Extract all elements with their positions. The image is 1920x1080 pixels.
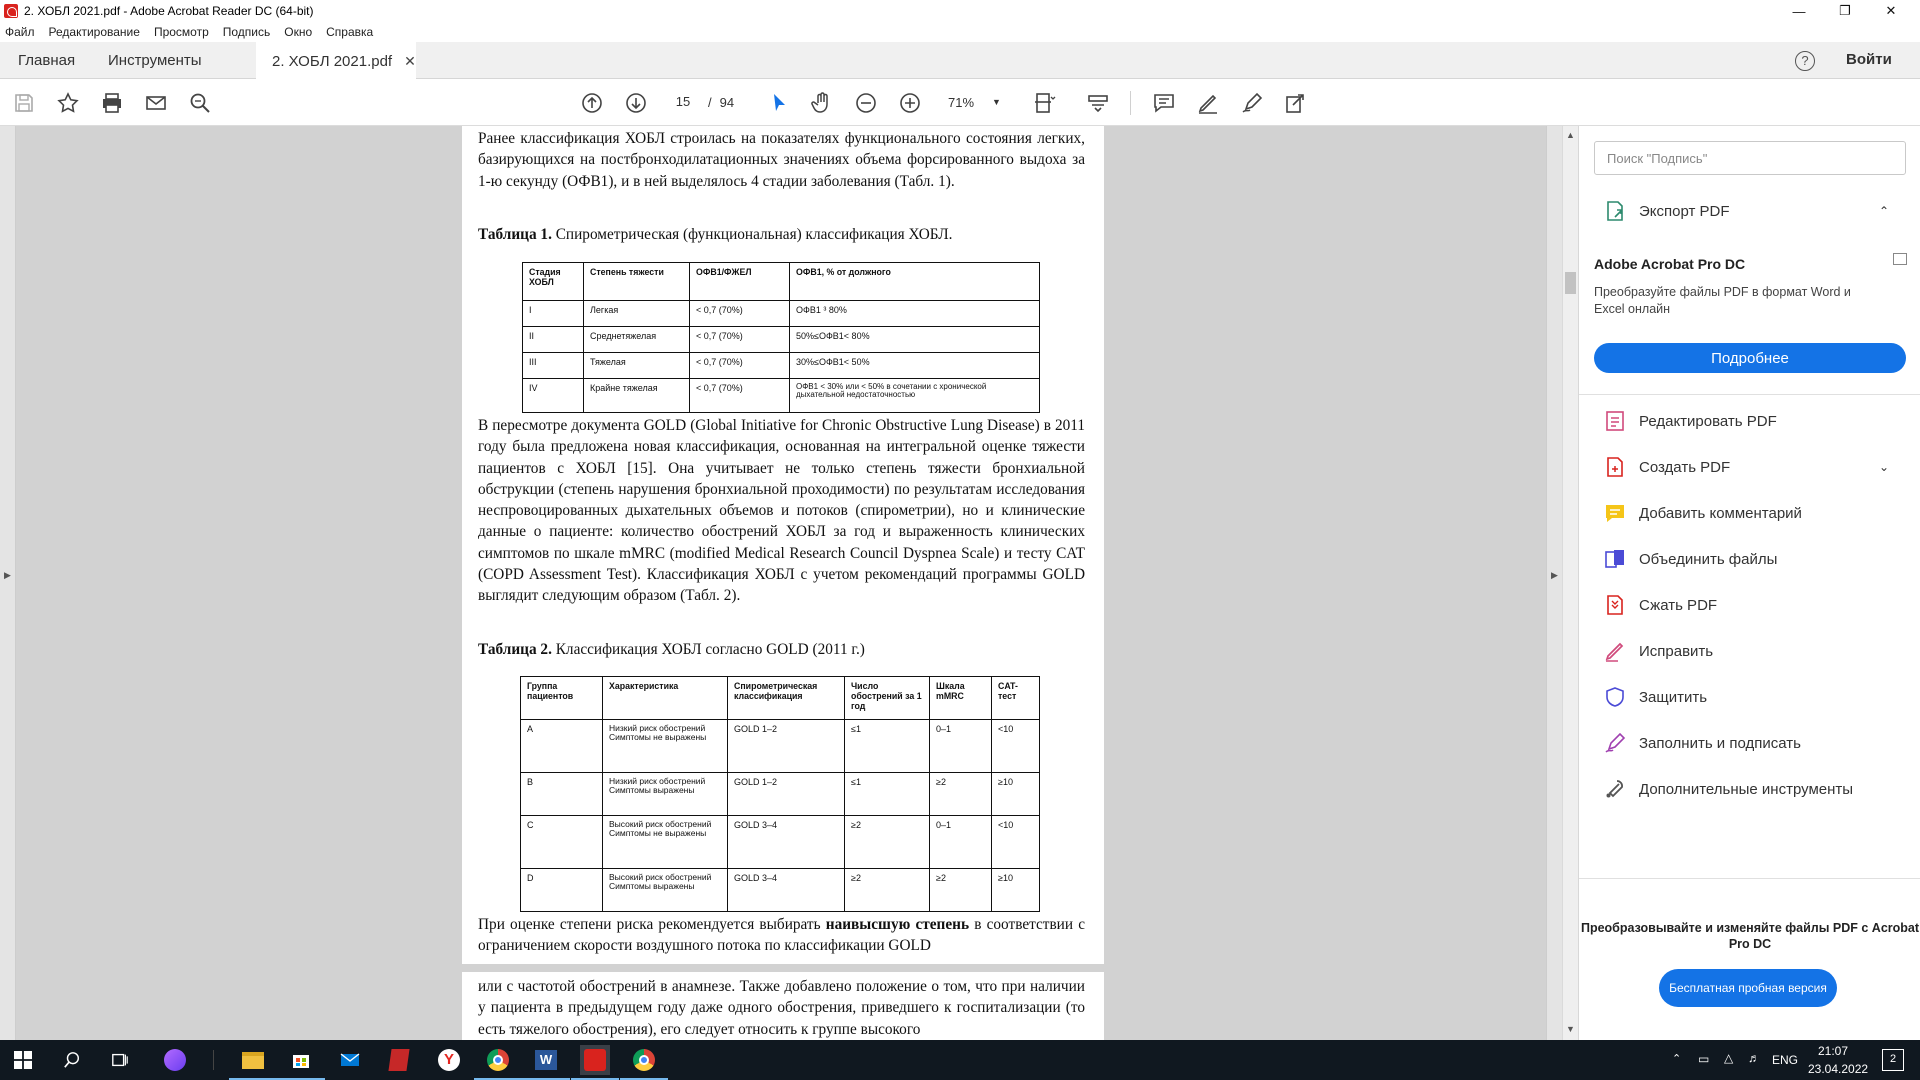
tab-tools[interactable] xyxy=(108,42,202,79)
chevron-down-icon: ▼ xyxy=(992,97,1001,107)
tab-tools-label: Инструменты xyxy=(108,52,202,69)
table-row xyxy=(523,327,1040,353)
table1-caption xyxy=(478,226,952,244)
tray-expand-icon[interactable]: ⌃ xyxy=(1672,1053,1682,1065)
menu-view[interactable]: Просмотр xyxy=(153,25,209,39)
table-cell: < 0,7 (70%) xyxy=(690,379,790,413)
table-header-cell: Спирометрическая классификация xyxy=(728,677,845,720)
table-header-cell: Число обострений за 1 год xyxy=(845,677,930,720)
windows-taskbar xyxy=(0,1040,1920,1080)
gold-paragraph: В пересмотре документа GOLD (Global Initiative for Chronic Obstructive Lung Disease) в 2011 году была предложена новая классификация, основанная на интегральной оценке тяжести пациентов с ХОБЛ [15]. Она учитывает не только степень тяжести бронхиальной обструкции (степень нарушения бронхиальной проходимости) по результатам исследования неспровоцированных дыхательных объемов и потоков (спирометрии), но и клинические данные о пациенте: количество обострений ХОБЛ за год и выраженность клинических симптомов по шкале mMRC (modified Medical Research Council Dyspnea Scale) и тесту CAT (COPD Assessment Test). Классификация ХОБЛ с учетом рекомендаций программы GOLD выглядит следующим образом (Табл. 2). xyxy=(478,417,1085,605)
notifications-icon[interactable] xyxy=(1882,1049,1904,1071)
yandex-browser-icon[interactable]: Y xyxy=(434,1045,464,1075)
edit-pdf-label: Редактировать PDF xyxy=(1639,412,1777,430)
fill-sign-icon xyxy=(1603,731,1627,755)
promo-text: Преобразуйте файлы PDF в формат Word и Excel онлайн xyxy=(1594,285,1851,316)
pdf-page xyxy=(462,126,1104,964)
scroll-up-icon[interactable]: ▲ xyxy=(1566,130,1575,140)
export-pdf-label: Экспорт PDF xyxy=(1639,202,1730,220)
scrollbar-thumb[interactable] xyxy=(1565,272,1576,294)
risk-paragraph-start: При оценке степени риска рекомендуется выбирать xyxy=(478,916,826,933)
toolbar-separator xyxy=(1130,91,1131,115)
combine-files-icon xyxy=(1603,547,1627,571)
scroll-mode-icon[interactable] xyxy=(1084,89,1112,117)
protect-label: Защитить xyxy=(1639,688,1708,706)
table-cell: ≥2 xyxy=(930,773,992,816)
sign-icon[interactable] xyxy=(1238,89,1266,117)
table-row xyxy=(521,773,1040,816)
create-pdf-label: Создать PDF xyxy=(1639,458,1731,476)
more-tools-tool[interactable] xyxy=(1603,774,1853,804)
acrobat-app-icon xyxy=(4,4,18,18)
search-zoom-icon[interactable] xyxy=(186,89,214,117)
table-header-row xyxy=(521,677,1040,720)
table-cell: <10 xyxy=(992,816,1040,869)
table-cell: ≥10 xyxy=(992,869,1040,912)
protect-tool[interactable] xyxy=(1603,682,1707,712)
add-comment-label: Добавить комментарий xyxy=(1639,504,1802,522)
table-header-cell: ОФВ1, % от должного xyxy=(790,263,1040,301)
table2 xyxy=(520,676,1040,912)
volume-icon[interactable]: ♬ xyxy=(1748,1051,1760,1065)
close-window-button[interactable]: ✕ xyxy=(1885,3,1897,18)
compress-pdf-label: Сжать PDF xyxy=(1639,596,1718,614)
windows-start-icon[interactable] xyxy=(8,1045,38,1075)
zoom-out-icon[interactable] xyxy=(852,89,880,117)
table-row xyxy=(521,869,1040,912)
tab-home[interactable] xyxy=(18,42,75,79)
clock-date[interactable]: 23.04.2022 xyxy=(1808,1062,1869,1076)
hand-tool-icon[interactable] xyxy=(808,89,836,117)
table-cell: GOLD 3–4 xyxy=(728,816,845,869)
table-header-cell: Степень тяжести xyxy=(584,263,690,301)
table-row xyxy=(521,720,1040,773)
edit-pdf-tool[interactable] xyxy=(1603,406,1777,436)
table2-caption-label: Таблица 2. xyxy=(478,641,552,658)
table2-caption-text: Классификация ХОБЛ согласно GOLD (2011 г.) xyxy=(551,641,865,658)
edit-pdf-icon xyxy=(1603,409,1627,433)
table-cell: B xyxy=(521,773,603,816)
toolbar xyxy=(0,79,1920,126)
help-icon[interactable]: ? xyxy=(1795,51,1815,71)
notifications-count: 2 xyxy=(1889,1053,1897,1065)
table-header-cell: ОФВ1/ФЖЕЛ xyxy=(690,263,790,301)
add-comment-tool[interactable] xyxy=(1603,498,1802,528)
mail-icon[interactable] xyxy=(335,1045,365,1075)
combine-files-tool[interactable] xyxy=(1603,544,1777,574)
table-cell: ≥2 xyxy=(845,869,930,912)
page-total: 94 xyxy=(719,94,735,110)
table-cell: 0–1 xyxy=(930,816,992,869)
vertical-scrollbar[interactable] xyxy=(1562,126,1578,1040)
export-pdf-tool[interactable] xyxy=(1603,196,1903,226)
table-cell: Крайне тяжелая xyxy=(584,379,690,413)
page-navigation xyxy=(666,91,734,113)
table-header-cell: Шкала mMRC xyxy=(930,677,992,720)
table-header-cell: Стадия ХОБЛ xyxy=(523,263,584,301)
table-cell: III xyxy=(523,353,584,379)
acrobat-taskbar-icon[interactable] xyxy=(580,1045,610,1075)
store-icon[interactable] xyxy=(286,1045,316,1075)
comment-icon[interactable] xyxy=(1150,89,1178,117)
table-header-row xyxy=(523,263,1040,301)
menu-window[interactable]: Окно xyxy=(284,25,313,39)
tab-document-label: 2. ХОБЛ 2021.pdf xyxy=(272,52,393,70)
table-cell: II xyxy=(523,327,584,353)
fill-sign-tool[interactable] xyxy=(1603,728,1801,758)
email-icon[interactable] xyxy=(142,89,170,117)
panel-divider xyxy=(1579,394,1920,395)
risk-paragraph-end: в соответствии с ограничением скорости воздушного потока по классификации GOLD xyxy=(478,916,1086,955)
chevron-down-icon[interactable]: ⌄ xyxy=(1879,460,1890,474)
maximize-button[interactable]: ❐ xyxy=(1839,3,1851,18)
word-icon[interactable]: W xyxy=(531,1045,561,1075)
menu-file[interactable]: Файл xyxy=(5,25,35,39)
intro-paragraph: Ранее классификация ХОБЛ строилась на показателях функционального состояния легких, базирующихся на постбронходилатационных значениях объема форсированного выдоха за 1-ю секунду (ОФВ1), и в ней выделялось 4 стадии заболевания (Табл. 1). xyxy=(478,130,1085,190)
table-cell: GOLD 1–2 xyxy=(728,773,845,816)
highlight-pen-icon[interactable] xyxy=(1194,89,1222,117)
pdf-app-icon[interactable] xyxy=(384,1045,414,1075)
tab-home-label: Главная xyxy=(18,52,76,69)
create-pdf-icon xyxy=(1603,455,1627,479)
table-cell: <10 xyxy=(992,720,1040,773)
redact-label: Исправить xyxy=(1639,642,1714,660)
select-cursor-icon[interactable] xyxy=(765,89,793,117)
zoom-select[interactable] xyxy=(948,91,1008,113)
risk-paragraph xyxy=(478,914,1085,957)
tab-document[interactable] xyxy=(256,42,416,80)
clock-time[interactable]: 21:07 xyxy=(1818,1044,1849,1058)
tab-bar xyxy=(0,42,1920,79)
table-cell: Низкий риск обострений Симптомы выражены xyxy=(603,773,728,816)
taskbar-separator xyxy=(213,1050,214,1070)
collapse-right-icon: ▶ xyxy=(1551,570,1558,580)
table-cell: 0–1 xyxy=(930,720,992,773)
page-separator: / xyxy=(708,94,712,110)
share-edit-icon[interactable] xyxy=(1282,89,1310,117)
tools-panel xyxy=(1578,126,1920,1040)
table-row xyxy=(521,816,1040,869)
table1-caption-text: Спирометрическая (функциональная) классификация ХОБЛ. xyxy=(551,226,953,243)
battery-icon[interactable]: ▭ xyxy=(1698,1052,1710,1066)
minimize-button[interactable]: — xyxy=(1792,3,1806,19)
create-pdf-tool[interactable] xyxy=(1603,452,1903,482)
chrome-icon[interactable] xyxy=(483,1045,513,1075)
table-header-cell: Характеристика xyxy=(603,677,728,720)
menu-help[interactable]: Справка xyxy=(326,25,374,39)
table1 xyxy=(522,262,1040,413)
more-info-button[interactable]: Подробнее xyxy=(1594,343,1906,373)
task-view-icon[interactable] xyxy=(105,1045,135,1075)
compress-pdf-icon xyxy=(1603,593,1627,617)
panel-divider xyxy=(1579,878,1920,879)
combine-files-label: Объединить файлы xyxy=(1639,550,1778,568)
page2-paragraph: или с частотой обострений в анамнезе. Также добавлено положение о том, что при наличии у пациента в предыдущем году даже одного обострения, приведшего к госпитализации (то есть тяжелого обострения), его следует относить к группе высокого xyxy=(478,978,1085,1038)
fill-sign-label: Заполнить и подписать xyxy=(1639,734,1801,752)
table-cell: IV xyxy=(523,379,584,413)
window-title: 2. ХОБЛ 2021.pdf - Adobe Acrobat Reader DC (64-bit) xyxy=(24,4,314,18)
next-page-icon[interactable] xyxy=(622,89,650,117)
wrench-icon xyxy=(1603,777,1627,801)
table-cell: ≤1 xyxy=(845,773,930,816)
table-cell: ≥2 xyxy=(845,816,930,869)
table-cell: ≥2 xyxy=(930,869,992,912)
language-indicator[interactable]: ENG xyxy=(1772,1053,1799,1067)
table-cell: ОФВ1 < 30% или < 50% в сочетании с хронической дыхательной недостаточностью xyxy=(790,379,1040,413)
tools-search-input[interactable]: Поиск "Подпись" xyxy=(1594,141,1906,175)
dismiss-promo-icon[interactable] xyxy=(1893,253,1907,265)
close-tab-icon[interactable]: ✕ xyxy=(404,52,416,69)
table-row xyxy=(523,379,1040,413)
page-number-input[interactable]: 15 xyxy=(675,94,691,109)
search-icon[interactable] xyxy=(57,1045,87,1075)
alice-assistant-icon[interactable] xyxy=(160,1045,190,1075)
expand-left-icon: ▶ xyxy=(4,570,11,580)
table-row xyxy=(523,353,1040,379)
menu-bar xyxy=(0,22,1920,42)
table-cell: 50%≤ОФВ1< 80% xyxy=(790,327,1040,353)
page-fit-icon[interactable] xyxy=(1030,89,1058,117)
prev-page-icon[interactable] xyxy=(578,89,606,117)
table-cell: Высокий риск обострений Симптомы выражены xyxy=(603,869,728,912)
table-cell: C xyxy=(521,816,603,869)
table-cell: GOLD 3–4 xyxy=(728,869,845,912)
right-panel-toggle[interactable] xyxy=(1546,126,1562,1040)
table-header-cell: Группа пациентов xyxy=(521,677,603,720)
signin-button[interactable]: Войти xyxy=(1846,51,1892,68)
title-bar xyxy=(0,0,1920,22)
table-row xyxy=(523,301,1040,327)
zoom-value: 71% xyxy=(948,94,975,110)
table1-caption-label: Таблица 1. xyxy=(478,226,552,243)
table-cell: 30%≤ОФВ1< 50% xyxy=(790,353,1040,379)
free-trial-button[interactable]: Бесплатная пробная версия xyxy=(1659,969,1837,1007)
table-cell: Тяжелая xyxy=(584,353,690,379)
menu-sign[interactable]: Подпись xyxy=(222,25,271,39)
bookmark-star-icon[interactable] xyxy=(54,89,82,117)
scroll-down-icon[interactable]: ▼ xyxy=(1566,1024,1575,1034)
promo-title: Adobe Acrobat Pro DC xyxy=(1594,256,1746,272)
menu-edit[interactable]: Редактирование xyxy=(48,25,140,39)
table-cell: ≥10 xyxy=(992,773,1040,816)
table-cell: Низкий риск обострений Симптомы не выражены xyxy=(603,720,728,773)
export-pdf-icon xyxy=(1603,199,1627,223)
table-cell: ОФВ1 ³ 80% xyxy=(790,301,1040,327)
more-tools-label: Дополнительные инструменты xyxy=(1639,780,1854,798)
risk-paragraph-bold: наивысшую степень xyxy=(825,916,970,933)
redact-icon xyxy=(1603,639,1627,663)
redact-tool[interactable] xyxy=(1603,636,1713,666)
chevron-up-icon[interactable]: ⌃ xyxy=(1879,204,1890,218)
table2-caption xyxy=(478,641,865,659)
table-cell: < 0,7 (70%) xyxy=(690,301,790,327)
table-cell: ≤1 xyxy=(845,720,930,773)
zoom-in-icon[interactable] xyxy=(896,89,924,117)
comment-icon xyxy=(1603,501,1627,525)
table-cell: Среднетяжелая xyxy=(584,327,690,353)
print-icon[interactable] xyxy=(98,89,126,117)
table-cell: I xyxy=(523,301,584,327)
pdf-page-next xyxy=(462,972,1104,1040)
shield-icon xyxy=(1603,685,1627,709)
table-cell: Легкая xyxy=(584,301,690,327)
save-icon[interactable] xyxy=(10,89,38,117)
file-explorer-icon[interactable] xyxy=(238,1045,268,1075)
upsell-title: Преобразовывайте и изменяйте файлы PDF с Acrobat Pro DC xyxy=(1580,921,1920,951)
table-cell: A xyxy=(521,720,603,773)
table-header-cell: CAT-тест xyxy=(992,677,1040,720)
table-cell: GOLD 1–2 xyxy=(728,720,845,773)
wifi-icon[interactable]: △ xyxy=(1724,1051,1734,1065)
left-panel-toggle[interactable] xyxy=(0,126,16,1040)
compress-pdf-tool[interactable] xyxy=(1603,590,1717,620)
table-cell: Высокий риск обострений Симптомы не выражены xyxy=(603,816,728,869)
table-cell: < 0,7 (70%) xyxy=(690,353,790,379)
table-cell: < 0,7 (70%) xyxy=(690,327,790,353)
chrome-icon-2[interactable] xyxy=(629,1045,659,1075)
table-cell: D xyxy=(521,869,603,912)
